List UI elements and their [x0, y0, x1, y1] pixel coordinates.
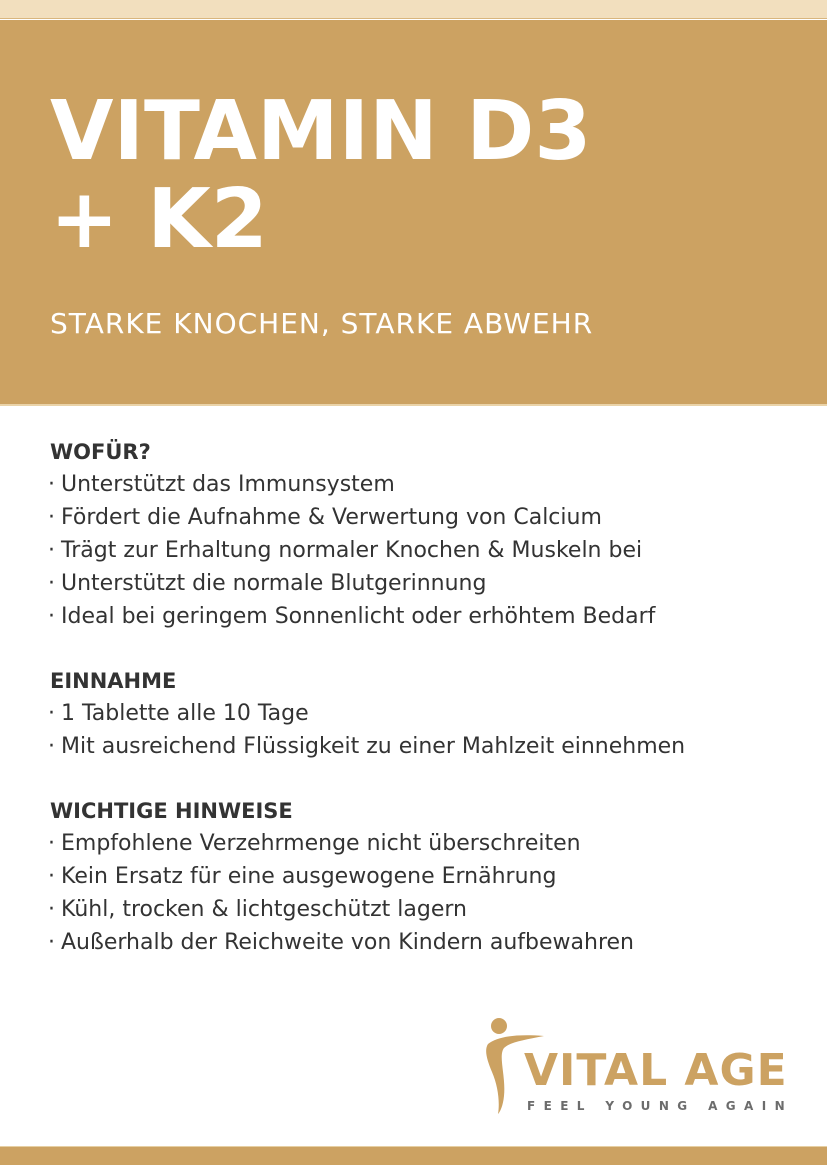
list-item: [48, 534, 790, 567]
list-item-text: Fördert die Aufnahme & Verwertung von Calcium: [61, 505, 602, 530]
list-item-text: Empfohlene Verzehrmenge nicht überschreiten: [61, 831, 581, 856]
section-notes: [50, 795, 790, 959]
bullet-icon: ·: [48, 505, 55, 530]
list-item: [48, 893, 790, 926]
brand-tagline: FEEL YOUNG AGAIN: [527, 1099, 794, 1113]
section-title: WICHTIGE HINWEISE: [50, 799, 293, 823]
section-title: WOFÜR?: [50, 440, 151, 464]
section-intake: [50, 665, 790, 763]
bullet-icon: ·: [48, 538, 55, 563]
product-title-line-2: + K2: [50, 172, 268, 267]
benefit-list: [50, 468, 790, 633]
bottom-decorative-strip: [0, 1146, 827, 1165]
list-item: [48, 860, 790, 893]
bullet-icon: ·: [48, 734, 55, 759]
bullet-icon: ·: [48, 701, 55, 726]
list-item: [48, 730, 790, 763]
bullet-icon: ·: [48, 864, 55, 889]
list-item: [48, 567, 790, 600]
list-item-text: Unterstützt die normale Blutgerinnung: [61, 571, 487, 596]
bullet-icon: ·: [48, 831, 55, 856]
list-item-text: Außerhalb der Reichweite von Kindern aufbewahren: [61, 930, 634, 955]
list-item: [48, 827, 790, 860]
product-subtitle: STARKE KNOCHEN, STARKE ABWEHR: [50, 307, 594, 340]
section-usage: [50, 436, 790, 633]
list-item-text: Trägt zur Erhaltung normaler Knochen & Muskeln bei: [61, 538, 643, 563]
list-item-text: Unterstützt das Immunsystem: [61, 472, 395, 497]
top-decorative-strip: [0, 0, 827, 19]
product-title: [50, 84, 592, 267]
list-item-text: Mit ausreichend Flüssigkeit zu einer Mahlzeit einnehmen: [61, 734, 686, 759]
notes-list: [50, 827, 790, 959]
intake-list: [50, 697, 790, 763]
list-item: [48, 468, 790, 501]
content-area: [50, 436, 790, 991]
list-item-text: Kühl, trocken & lichtgeschützt lagern: [61, 897, 467, 922]
list-item: [48, 501, 790, 534]
brand-logo: [484, 1016, 794, 1120]
bullet-icon: ·: [48, 571, 55, 596]
product-title-line-1: VITAMIN D3: [50, 84, 592, 179]
bullet-icon: ·: [48, 897, 55, 922]
list-item-text: Ideal bei geringem Sonnenlicht oder erhöhtem Bedarf: [61, 604, 656, 629]
list-item: [48, 600, 790, 633]
list-item-text: Kein Ersatz für eine ausgewogene Ernährung: [61, 864, 557, 889]
bullet-icon: ·: [48, 472, 55, 497]
list-item: [48, 697, 790, 730]
bullet-icon: ·: [48, 604, 55, 629]
list-item: [48, 926, 790, 959]
bullet-icon: ·: [48, 930, 55, 955]
section-title: EINNAHME: [50, 669, 177, 693]
list-item-text: 1 Tablette alle 10 Tage: [61, 701, 309, 726]
brand-name: VITAL AGE: [524, 1045, 788, 1096]
